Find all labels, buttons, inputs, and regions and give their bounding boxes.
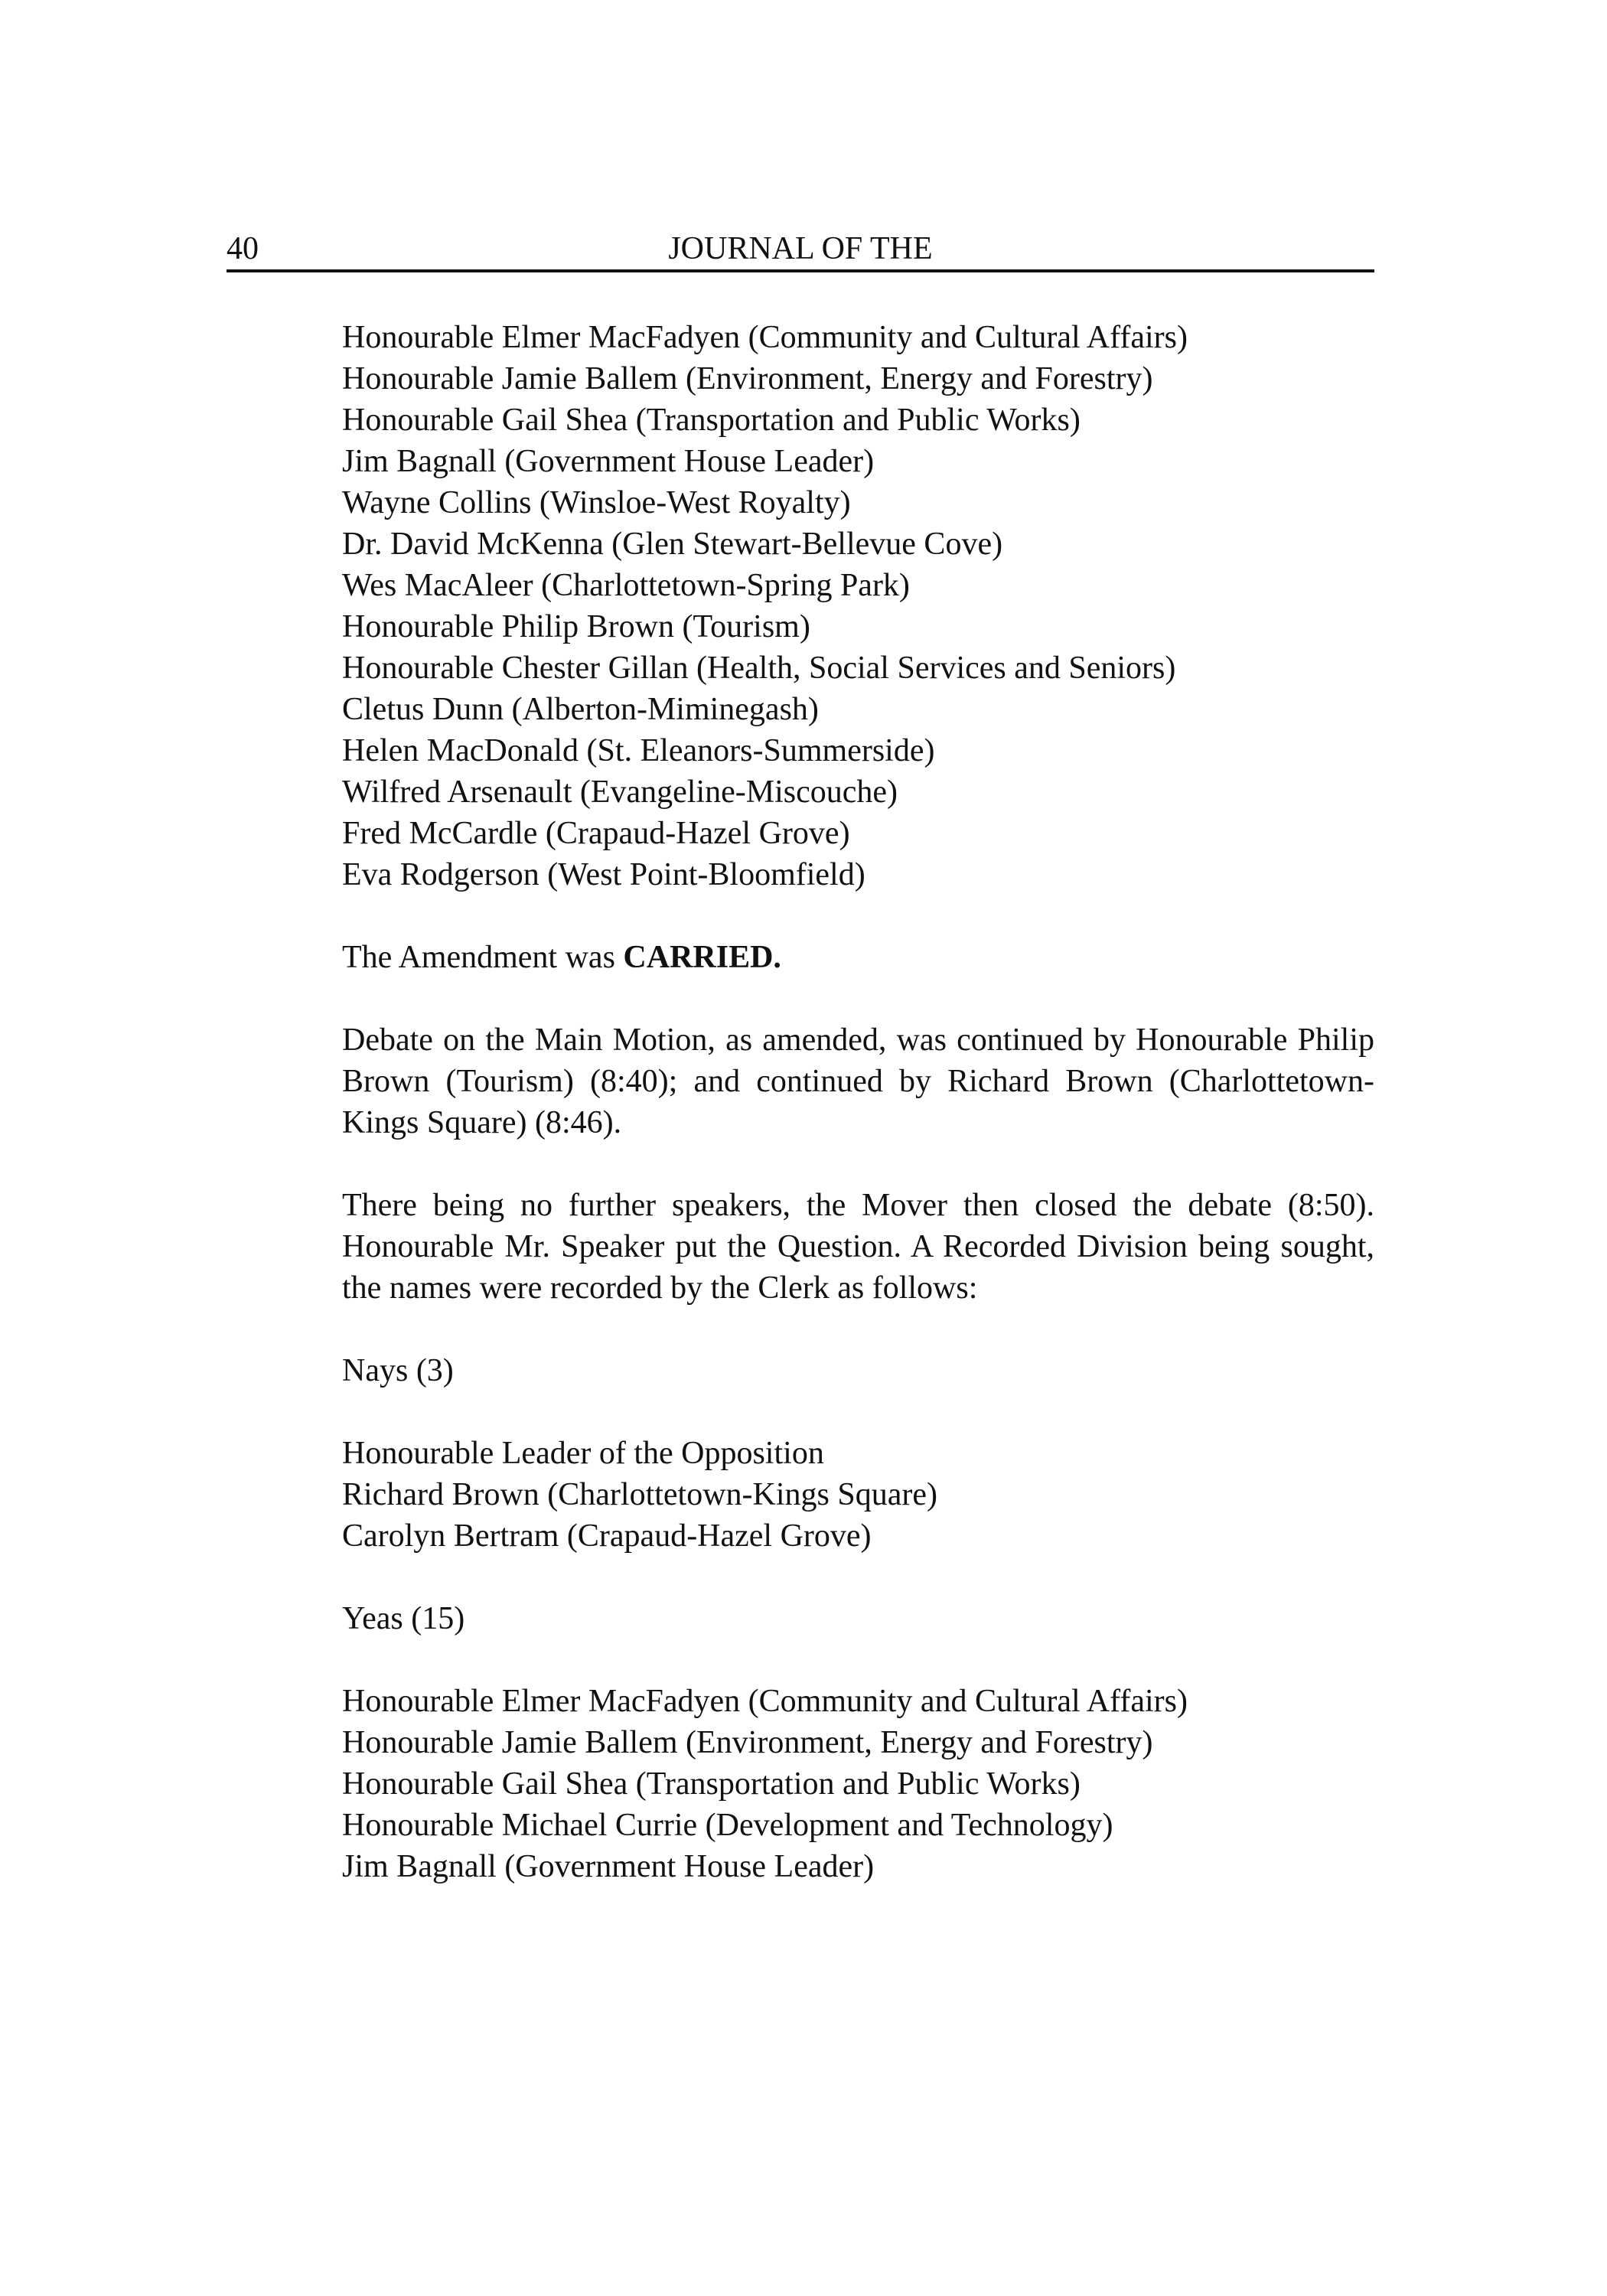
- list-item: Honourable Elmer MacFadyen (Community and Cultural Affairs): [342, 1684, 1188, 1719]
- spacer: [342, 1309, 1374, 1350]
- list-item: Carolyn Bertram (Crapaud-Hazel Grove): [342, 1518, 872, 1554]
- list-item: Honourable Leader of the Opposition: [342, 1436, 824, 1471]
- page-number: 40: [227, 231, 259, 266]
- nays-heading: Nays (3): [342, 1353, 454, 1388]
- list-item: Dr. David McKenna (Glen Stewart-Bellevue Cove): [342, 527, 1003, 562]
- spacer: [342, 1557, 1374, 1598]
- list-item: Honourable Jamie Ballem (Environment, Energy and Forestry): [342, 361, 1153, 396]
- debate-paragraph: Debate on the Main Motion, as amended, was continued by Honourable Philip Brown (Tourism) (8:40); and continued by Richard Brown (Charlottetown-Kings Square) (8:46).: [342, 1022, 1374, 1140]
- nays-member-list: [342, 1433, 1374, 1557]
- list-item: Honourable Gail Shea (Transportation and Public Works): [342, 1766, 1081, 1802]
- list-item: Cletus Dunn (Alberton-Miminegash): [342, 692, 819, 727]
- list-item: Honourable Chester Gillan (Health, Social Services and Seniors): [342, 651, 1176, 686]
- yeas-heading: Yeas (15): [342, 1601, 465, 1636]
- list-item: Wes MacAleer (Charlottetown-Spring Park): [342, 568, 910, 603]
- list-item: Richard Brown (Charlottetown-Kings Square): [342, 1477, 938, 1512]
- list-item: Honourable Jamie Ballem (Environment, Energy and Forestry): [342, 1725, 1153, 1760]
- list-item: Honourable Gail Shea (Transportation and Public Works): [342, 403, 1081, 438]
- spacer: [342, 1143, 1374, 1185]
- running-head: JOURNAL OF THE: [668, 231, 933, 266]
- list-item: Helen MacDonald (St. Eleanors-Summerside): [342, 733, 935, 768]
- spacer: [342, 978, 1374, 1019]
- list-item: Honourable Philip Brown (Tourism): [342, 609, 810, 644]
- list-item: Honourable Elmer MacFadyen (Community and Cultural Affairs): [342, 320, 1188, 355]
- spacer: [342, 1391, 1374, 1433]
- list-item: Wayne Collins (Winsloe-West Royalty): [342, 485, 851, 520]
- amendment-prefix: The Amendment was: [342, 940, 624, 975]
- amendment-carried: CARRIED.: [623, 940, 781, 975]
- yeas-member-list: [342, 1681, 1374, 1887]
- journal-content: [342, 317, 1374, 1887]
- closing-paragraph: There being no further speakers, the Mover then closed the debate (8:50). Honourable Mr. Speaker put the Question. A Recorded Division being sought, the names were recorded by the Clerk as follows:: [342, 1188, 1374, 1306]
- amendment-result: [342, 937, 1374, 978]
- list-item: Jim Bagnall (Government House Leader): [342, 1849, 875, 1884]
- list-item: Wilfred Arsenault (Evangeline-Miscouche): [342, 775, 898, 810]
- list-item: Honourable Michael Currie (Development and Technology): [342, 1808, 1113, 1843]
- list-item: Eva Rodgerson (West Point-Bloomfield): [342, 857, 865, 892]
- page-header: [227, 228, 1374, 272]
- spacer: [342, 895, 1374, 937]
- member-list-top: [342, 317, 1374, 895]
- spacer: [342, 1639, 1374, 1681]
- list-item: Jim Bagnall (Government House Leader): [342, 444, 875, 479]
- list-item: Fred McCardle (Crapaud-Hazel Grove): [342, 816, 850, 851]
